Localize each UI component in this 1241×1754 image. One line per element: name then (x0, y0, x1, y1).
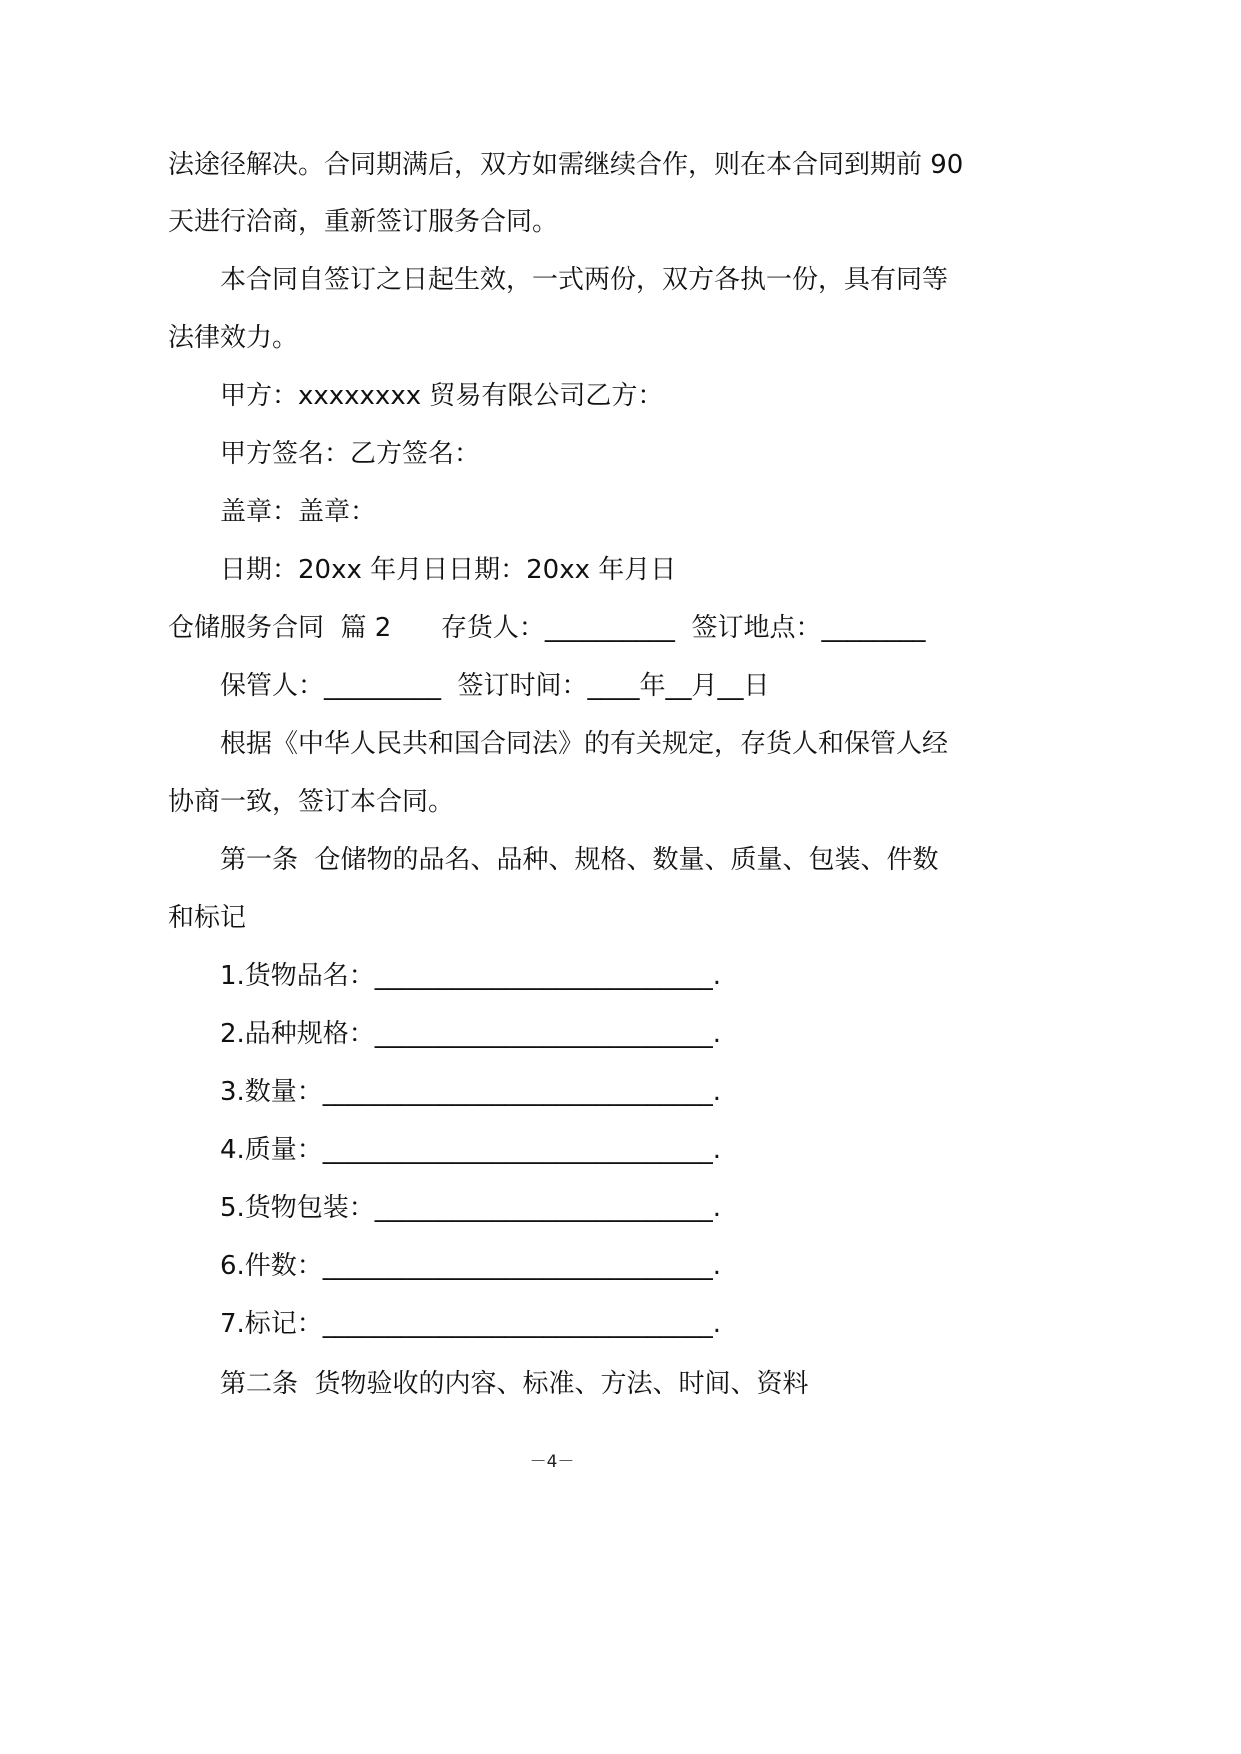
contract-heading-line: 仓储服务合同 篇 2 存货人：__________ 签订地点：________ (168, 613, 926, 643)
form-field-line: 5.货物包装：__________________________. (220, 1193, 722, 1223)
paragraph-line: 法途径解决。合同期满后，双方如需继续合作，则在本合同到期前 90 (168, 150, 964, 180)
form-field-line: 7.标记：______________________________. (220, 1309, 722, 1339)
seal-line: 盖章：盖章： (220, 497, 377, 527)
signature-line: 甲方签名：乙方签名： (220, 439, 481, 469)
paragraph-line: 法律效力。 (168, 323, 299, 353)
form-field-line: 4.质量：______________________________. (220, 1135, 722, 1165)
form-field-line: 1.货物品名：__________________________. (220, 961, 722, 991)
paragraph-line: 天进行洽商，重新签订服务合同。 (168, 207, 559, 237)
form-field-line: 6.件数：______________________________. (220, 1251, 722, 1281)
page-number: －4－ (529, 1452, 575, 1472)
article-heading: 第二条 货物验收的内容、标准、方法、时间、资料 (220, 1369, 809, 1399)
article-heading-cont: 和标记 (168, 903, 247, 933)
date-line: 日期：20xx 年月日日期：20xx 年月日 (220, 555, 677, 585)
form-field-line: 2.品种规格：__________________________. (220, 1019, 722, 1049)
article-heading: 第一条 仓储物的品名、品种、规格、数量、质量、包装、件数 (220, 845, 939, 875)
custodian-line: 保管人：_________ 签订时间：____年__月__日 (220, 671, 770, 701)
party-a-line: 甲方：xxxxxxxx 贸易有限公司乙方： (220, 381, 664, 411)
paragraph-line: 根据《中华人民共和国合同法》的有关规定，存货人和保管人经 (220, 729, 949, 759)
paragraph-line: 本合同自签订之日起生效，一式两份，双方各执一份，具有同等 (220, 265, 949, 295)
paragraph-line: 协商一致，签订本合同。 (168, 787, 455, 817)
form-field-line: 3.数量：______________________________. (220, 1077, 722, 1107)
